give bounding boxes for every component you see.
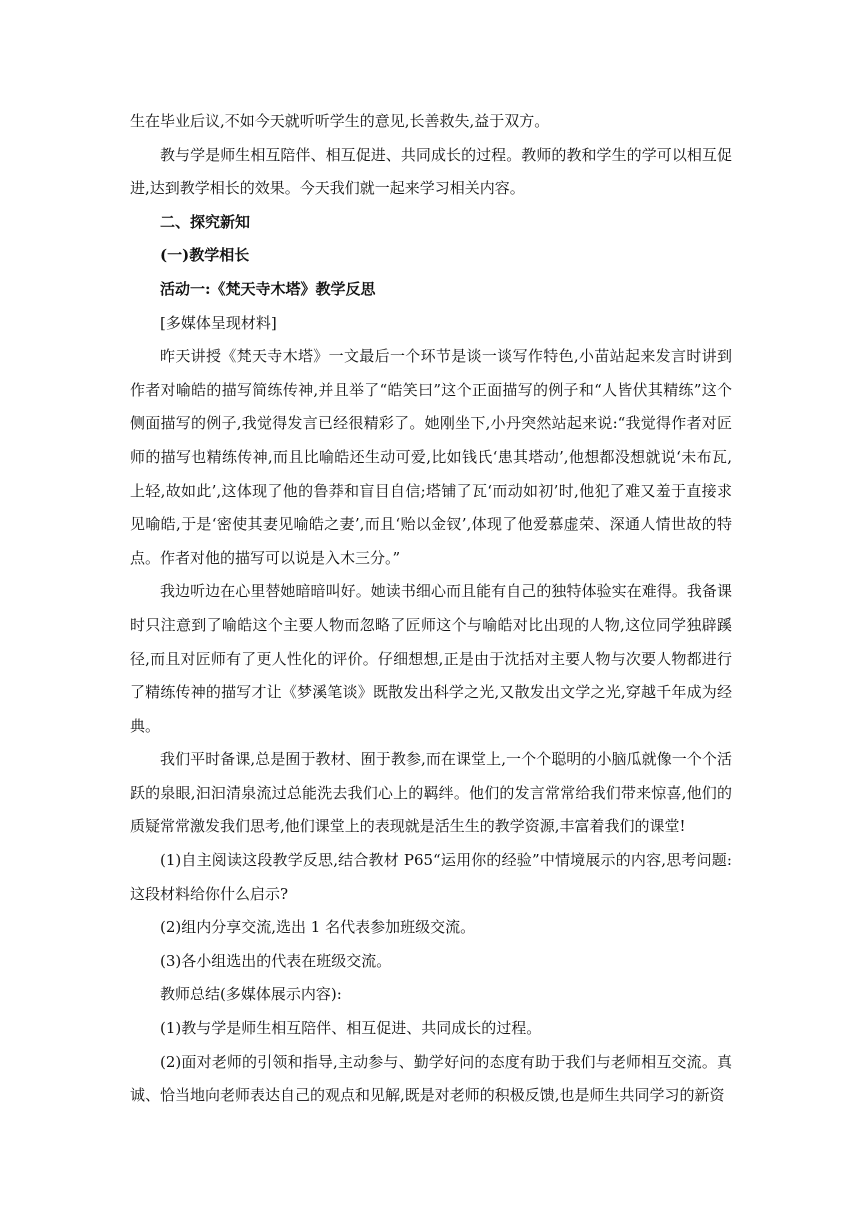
paragraph-material: 昨天讲授《梵天寺木塔》一文最后一个环节是谈一谈写作特色,小苗站起来发言时讲到作者对喻皓的描写简练传神,并且举了“皓笑曰”这个正面描写的例子和“人皆伏其精练”这个侧面描写的例子,我觉得发言已经很精彩了。她刚坐下,小丹突然站起来说:“我觉得作者对匠师的描写也精练传神,而且比喻皓还生动可爱,比如钱氏‘患其塔动’,他想都没想就说‘未布瓦,上轻,故如此’,这体现了他的鲁莽和盲目自信;塔铺了瓦‘而动如初’时,他犯了难又羞于直接求见喻皓,于是‘密使其妻见喻皓之妻’,而且‘贻以金钗’,体现了他爱慕虚荣、深通人情世故的特点。作者对他的描写可以说是入木三分。”	[130, 347, 732, 567]
activity-heading: 活动一:《梵天寺木塔》教学反思	[160, 279, 376, 298]
media-note: [多媒体呈现材料]	[160, 313, 277, 332]
summary-item-2: (2)面对老师的引领和指导,主动参与、勤学好问的态度有助于我们与老师相互交流。真诚、恰当地向老师表达自己的观点和见解,既是对老师的积极反馈,也是师生共同学习的新资	[130, 1052, 732, 1105]
subsection-heading: (一)教学相长	[160, 246, 250, 265]
paragraph-preparation: 我们平时备课,总是囿于教材、囿于教参,而在课堂上,一个个聪明的小脑瓜就像一个个活跃的泉眼,汩汩清泉流过总能洗去我们心上的羁绊。他们的发言常常给我们带来惊喜,他们的质疑常常激发我们思考,他们课堂上的表现就是活生生的教学资源,丰富着我们的课堂!	[130, 750, 732, 836]
paragraph-continuation: 生在毕业后议,不如今天就听听学生的意见,长善救失,益于双方。	[130, 112, 550, 130]
summary-item-1: (1)教与学是师生相互陪伴、相互促进、共同成长的过程。	[160, 1019, 542, 1038]
task-item-1: (1)自主阅读这段教学反思,结合教材 P65“运用你的经验”中情境展示的内容,思考问题:这段材料给你什么启示?	[130, 851, 732, 903]
section-heading: 二、探究新知	[160, 212, 251, 231]
teacher-summary-label: 教师总结(多媒体展示内容):	[160, 985, 342, 1004]
document-body	[130, 105, 732, 1113]
paragraph-reflection: 我边听边在心里替她暗暗叫好。她读书细心而且能有自己的独特体验实在难得。我备课时只注意到了喻皓这个主要人物而忽略了匠师这个与喻皓对比出现的人物,这位同学独辟蹊径,而且对匠师有了更人性化的评价。仔细想想,正是由于沈括对主要人物与次要人物都进行了精练传神的描写才让《梦溪笔谈》既散发出科学之光,又散发出文学之光,穿越千年成为经典。	[130, 582, 732, 735]
task-item-2: (2)组内分享交流,选出 1 名代表参加班级交流。	[160, 918, 476, 937]
task-item-3: (3)各小组选出的代表在班级交流。	[160, 951, 392, 970]
paragraph-intro: 教与学是师生相互陪伴、相互促进、共同成长的过程。教师的教和学生的学可以相互促进,达到教学相长的效果。今天我们就一起来学习相关内容。	[130, 145, 732, 198]
